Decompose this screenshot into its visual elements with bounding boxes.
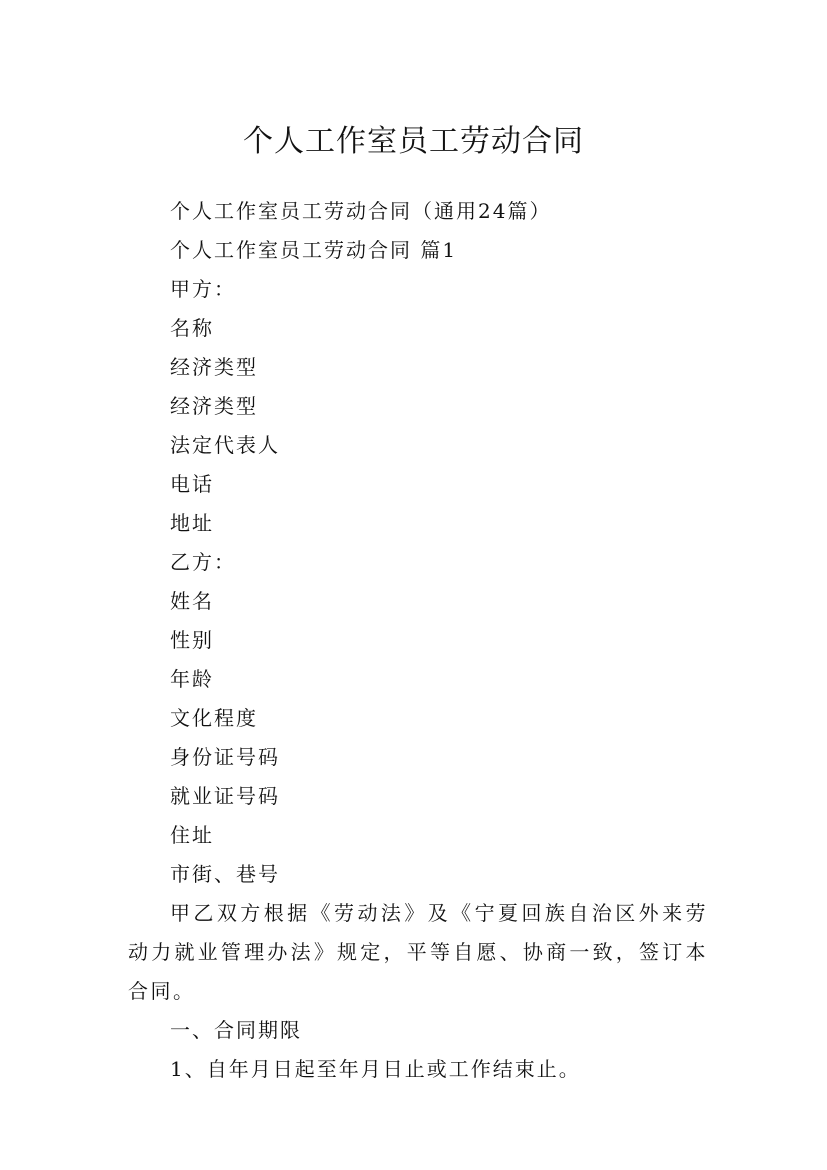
field-residence: 住址 <box>170 823 214 847</box>
subtitle-line: 个人工作室员工劳动合同（通用24篇） <box>170 199 552 223</box>
field-legal-representative: 法定代表人 <box>170 433 280 457</box>
field-address: 地址 <box>170 511 214 535</box>
party-a-label: 甲方： <box>170 277 236 301</box>
section-heading-contract-term: 一、合同期限 <box>170 1018 302 1042</box>
field-full-name: 姓名 <box>170 589 214 613</box>
document-body <box>128 192 708 1089</box>
field-education: 文化程度 <box>170 706 258 730</box>
field-name: 名称 <box>170 316 214 340</box>
field-street: 市街、巷号 <box>170 862 280 886</box>
field-id-number: 身份证号码 <box>170 745 280 769</box>
agreement-paragraph: 甲乙双方根据《劳动法》及《宁夏回族自治区外来劳动力就业管理办法》规定，平等自愿、协商一致，签订本合同。 <box>128 901 708 1003</box>
field-age: 年龄 <box>170 667 214 691</box>
section-title-line: 个人工作室员工劳动合同 篇1 <box>170 238 458 262</box>
party-b-label: 乙方： <box>170 550 236 574</box>
clause-1: 1、自年月日起至年月日止或工作结束止。 <box>170 1057 581 1081</box>
field-phone: 电话 <box>170 472 214 496</box>
document-title: 个人工作室员工劳动合同 <box>243 124 584 160</box>
field-economic-type-2: 经济类型 <box>170 394 258 418</box>
field-economic-type: 经济类型 <box>170 355 258 379</box>
field-employment-cert-number: 就业证号码 <box>170 784 280 808</box>
field-gender: 性别 <box>170 628 214 652</box>
